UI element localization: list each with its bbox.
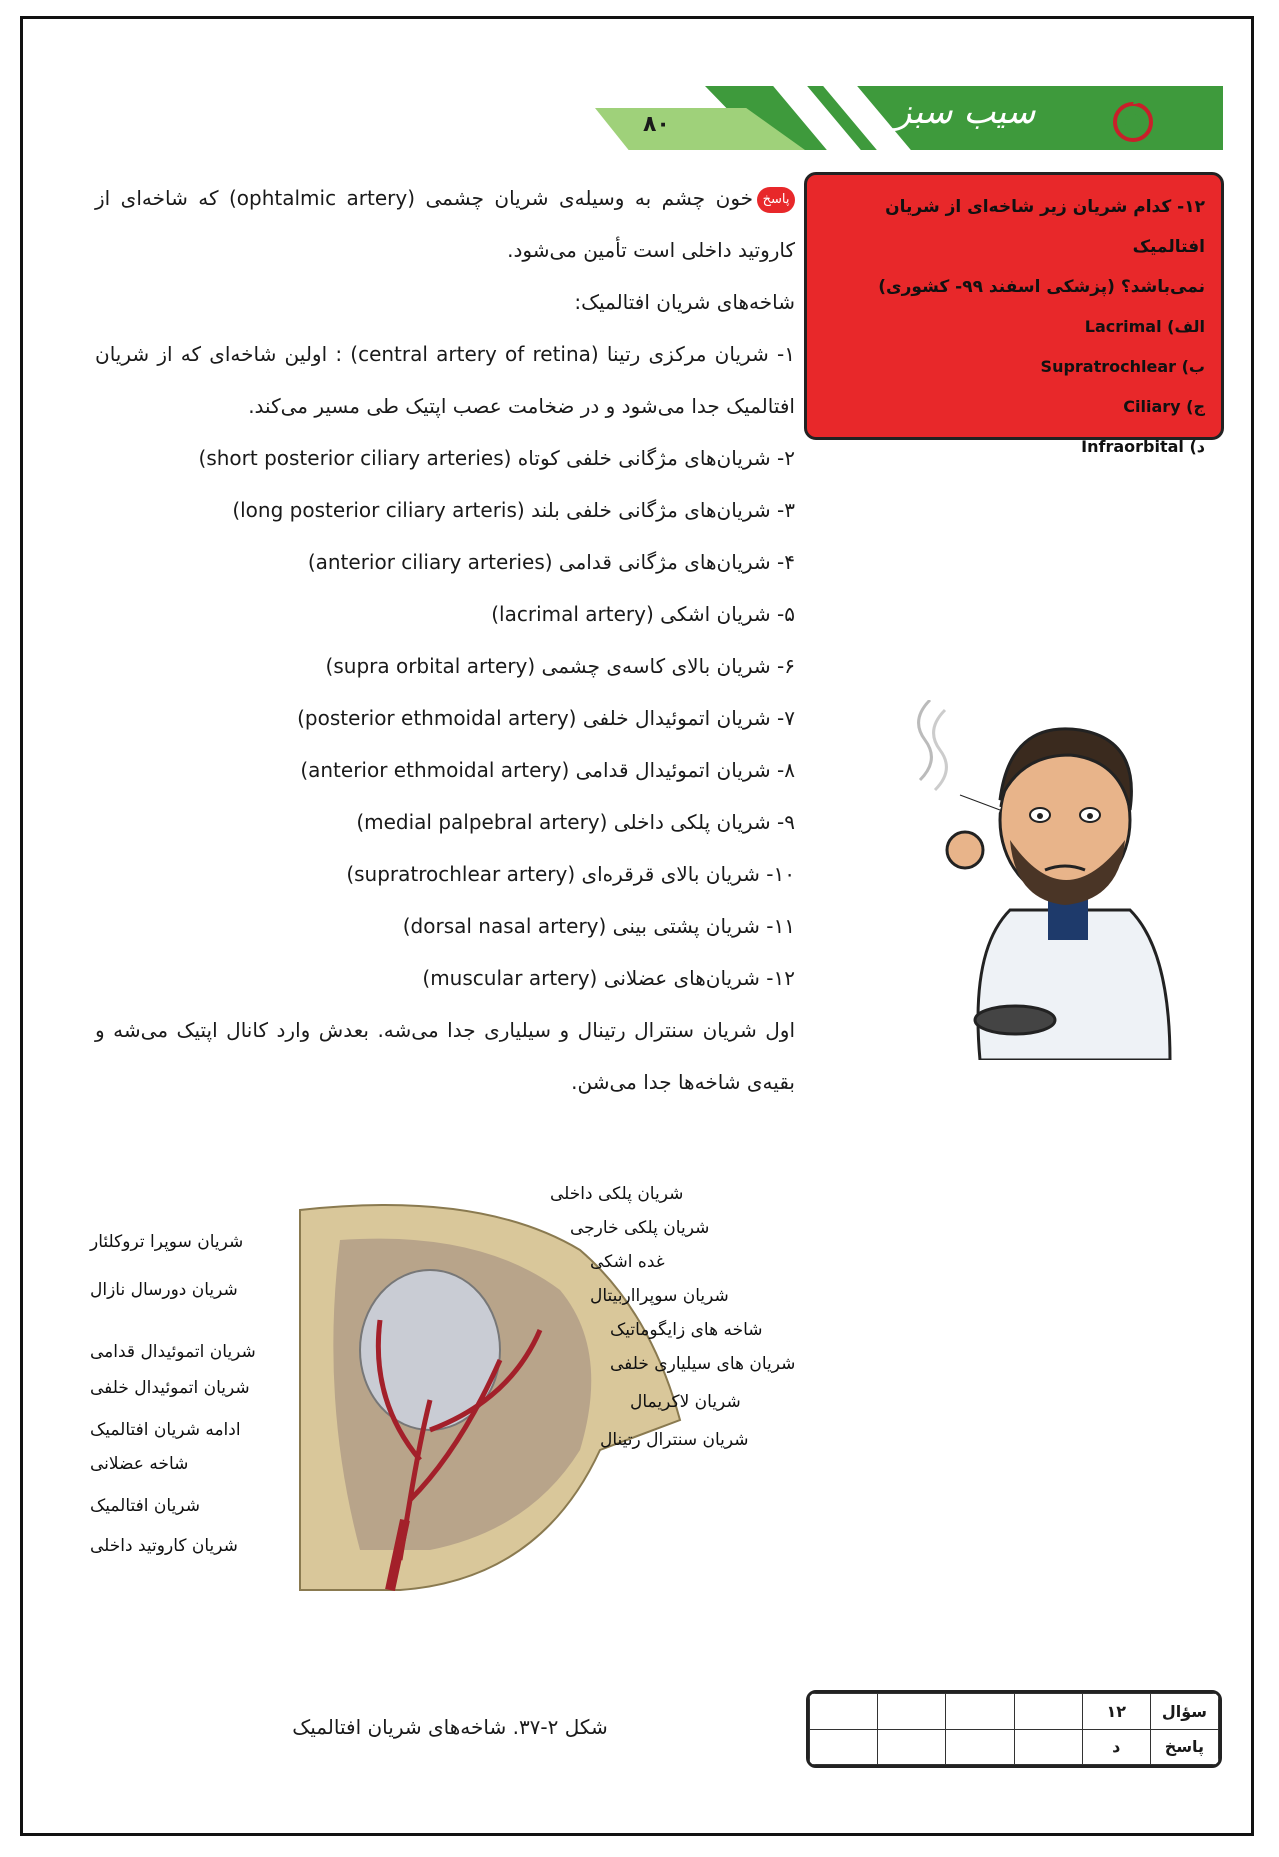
figure-label: شریان پلکی داخلی xyxy=(550,1184,684,1204)
table-cell xyxy=(878,1729,946,1765)
doctor-illustration xyxy=(880,700,1180,1060)
table-header: سؤال xyxy=(1150,1694,1218,1730)
table-cell xyxy=(1014,1694,1082,1730)
table-cell xyxy=(810,1729,878,1765)
branch-item: ۱۲- شریان‌های عضلانی (muscular artery) xyxy=(422,966,795,990)
answer-section xyxy=(95,172,795,1108)
figure-caption: شکل ۲-۳۷. شاخه‌های شریان افتالمیک xyxy=(292,1715,608,1739)
branch-item: ۵- شریان اشکی (lacrimal artery) xyxy=(491,602,795,626)
figure-label: شریان پلکی خارجی xyxy=(570,1218,710,1238)
brand-title: سیب سبز xyxy=(895,92,1036,132)
branch-item: ۲- شریان‌های مژگانی خلفی کوتاه (short posterior ciliary arteries) xyxy=(198,446,795,470)
table-header: پاسخ xyxy=(1150,1729,1218,1765)
anatomy-figure xyxy=(90,1180,810,1640)
branch-item: ۸- شریان اتموئیدال قدامی (anterior ethmoidal artery) xyxy=(300,758,795,782)
table-cell xyxy=(878,1694,946,1730)
page-number: ۸۰ xyxy=(643,112,670,137)
branch-item: ۹- شریان پلکی داخلی (medial palpebral artery) xyxy=(356,810,795,834)
apple-logo-icon xyxy=(1108,92,1158,144)
table-cell xyxy=(946,1694,1014,1730)
question-box xyxy=(804,172,1224,456)
figure-label: شریان های سیلیاری خلفی xyxy=(610,1354,796,1374)
figure-label: شریان افتالمیک xyxy=(90,1496,200,1516)
answer-closing: اول شریان سنترال رتینال و سیلیاری جدا می‌شه. بعدش وارد کانال اپتیک می‌شه و بقیه‌ی شاخه‌ها جدا می‌شن. xyxy=(95,1018,795,1094)
branch-item: ۱۰- شریان بالای قرقره‌ای (supratrochlear artery) xyxy=(346,862,795,886)
figure-label: شریان سوپرا تروکلئار xyxy=(90,1232,244,1252)
figure-label: شریان سوپرااربیتال xyxy=(590,1286,729,1306)
table-cell: ۱۲ xyxy=(1082,1694,1150,1730)
table-cell xyxy=(810,1694,878,1730)
figure-label: ادامه شریان افتالمیک xyxy=(90,1420,241,1440)
answer-table xyxy=(806,1690,1222,1768)
branch-item: ۶- شریان بالای کاسه‌ی چشمی (supra orbital artery) xyxy=(325,654,795,678)
figure-label: شریان اتموئیدال خلفی xyxy=(90,1378,250,1398)
option-c: ج) Ciliary xyxy=(1123,397,1205,416)
answer-badge: پاسخ xyxy=(757,187,795,213)
branch-item: ۴- شریان‌های مژگانی قدامی (anterior ciliary arteries) xyxy=(307,550,795,574)
question-text: نمی‌باشد؟ (پزشکی اسفند ۹۹- کشوری) xyxy=(878,277,1205,297)
figure-label: شریان کاروتید داخلی xyxy=(90,1536,238,1556)
question-text: ۱۲- کدام شریان زیر شاخه‌ای از شریان افتالمیک xyxy=(885,197,1205,257)
table-cell: د xyxy=(1082,1729,1150,1765)
option-d: د) Infraorbital xyxy=(1081,437,1205,456)
figure-label: شریان سنترال رتینال xyxy=(600,1430,749,1450)
figure-label: شریان دورسال نازال xyxy=(90,1280,238,1300)
option-b: ب) Supratrochlear xyxy=(1040,357,1205,376)
option-a: الف) Lacrimal xyxy=(1084,317,1205,336)
answer-intro: خون چشم به وسیله‌ی شریان چشمی (ophtalmic artery) که شاخه‌ای از کاروتید داخلی است تأمین می‌شود. xyxy=(95,186,795,262)
figure-label: شریان لاکریمال xyxy=(630,1392,741,1412)
figure-label: شاخه های زایگوماتیک xyxy=(610,1320,763,1340)
table-cell xyxy=(946,1729,1014,1765)
branch-item: ۱- شریان مرکزی رتینا (central artery of retina) : اولین شاخه‌ای که از شریان افتالمیک جدا می‌شود و در ضخامت عصب اپتیک طی مسیر می‌کند. xyxy=(95,342,795,418)
branch-item: ۱۱- شریان پشتی بینی (dorsal nasal artery) xyxy=(402,914,795,938)
branches-title: شاخه‌های شریان افتالمیک: xyxy=(574,290,795,314)
table-cell xyxy=(1014,1729,1082,1765)
figure-label: شاخه عضلانی xyxy=(90,1454,189,1474)
branch-item: ۷- شریان اتموئیدال خلفی (posterior ethmoidal artery) xyxy=(297,706,795,730)
figure-label: غده اشکی xyxy=(590,1252,665,1272)
figure-label: شریان اتموئیدال قدامی xyxy=(90,1342,256,1362)
branch-item: ۳- شریان‌های مژگانی خلفی بلند (long posterior ciliary arteris) xyxy=(232,498,795,522)
